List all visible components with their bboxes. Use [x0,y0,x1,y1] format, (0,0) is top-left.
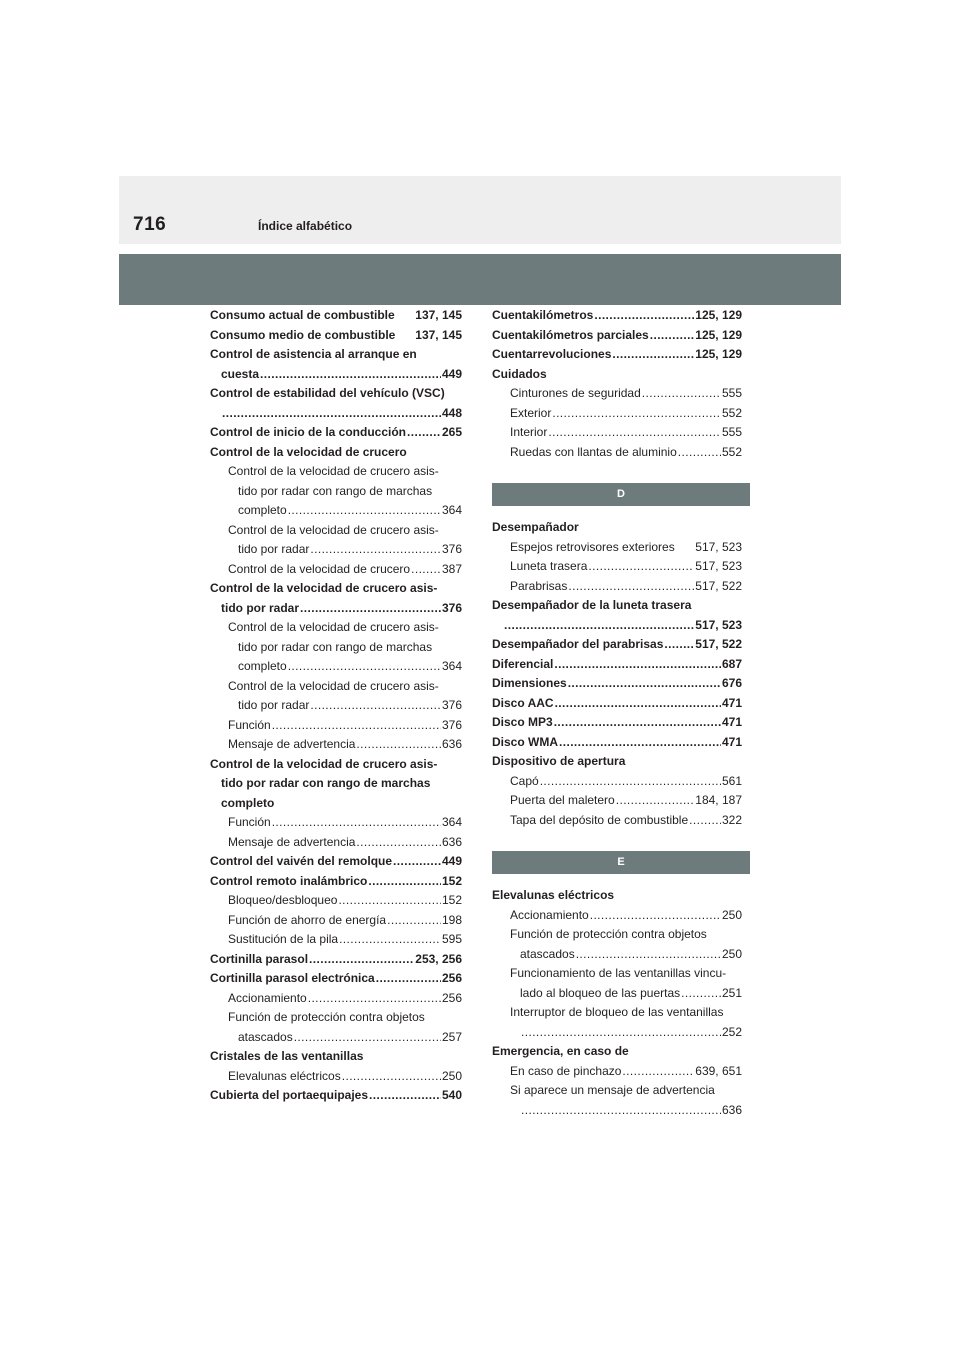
index-entry [210,969,462,989]
leader-dots [594,306,694,326]
index-entry [492,655,750,675]
leader-dots [650,326,695,346]
leader-dots [376,969,441,989]
index-entry: Emergencia, en caso de [492,1044,629,1058]
index-entry: Control de la velocidad de crucero asis- [210,756,438,771]
leader-dots [555,694,721,714]
leader-dots [521,1023,721,1043]
leader-dots [521,1101,721,1121]
page-reference: 636 [721,1102,742,1117]
leader-dots [338,891,441,911]
entry-text: completo [238,503,287,517]
index-subentry [492,945,750,965]
leader-dots [294,1028,441,1048]
entry-text: Cortinilla parasol electrónica [210,971,375,985]
index-subentry [210,716,462,736]
page-reference: 250 [721,946,742,961]
page-reference: 376 [441,542,462,556]
index-subentry [492,906,750,926]
index-subentry [492,984,750,1004]
entry-text: cuesta [221,366,260,381]
entry-text: lado al bloqueo de las puertas [520,985,681,1000]
index-entry [210,404,462,424]
entry-text: tido por radar [221,600,300,615]
leader-dots [356,735,441,755]
leader-dots [590,906,721,926]
entry-text: Elevalunas eléctricos [228,1068,341,1083]
index-subentry [210,540,462,560]
entry-text: Disco MP3 [492,715,553,729]
index-subentry: Función de protección contra objetos [510,927,707,941]
page-reference: 555 [721,386,742,400]
entry-text: Control remoto inalámbrico [210,873,368,888]
page-reference: 595 [441,932,462,946]
index-subentry [492,811,750,831]
index-entry [492,694,750,714]
leader-dots [554,655,721,675]
page-header [119,176,841,244]
index-entry [210,950,462,970]
page-reference: 540 [441,1088,462,1102]
header-title: Índice alfabético [258,219,353,233]
index-entry [492,616,750,636]
index-subentry [210,501,462,521]
leader-dots [308,989,441,1009]
page-reference: 152 [441,873,462,888]
leader-dots [339,930,441,950]
page-reference: 137, 145 [415,308,462,322]
index-subentry [492,1023,750,1043]
section-header: D [492,483,750,506]
entry-text: Consumo actual de combustible [210,308,395,322]
index-subentry [492,1062,750,1082]
entry-text: Cuentarrevoluciones [492,347,612,361]
leader-dots [540,772,721,792]
page-reference: 125, 129 [695,327,742,342]
index-entry: Control de la velocidad de crucero [210,444,407,459]
index-entry [210,852,462,872]
index-subentry [210,911,462,931]
header-band [119,254,841,305]
index-subentry [492,404,750,424]
page-reference: 676 [721,676,742,690]
entry-text: Espejos retrovisores exteriores [510,539,675,554]
page-reference: 449 [441,854,462,868]
entry-text: Disco AAC [492,695,554,710]
index-entry [492,326,750,346]
page-reference: 517, 522 [695,637,742,651]
leader-dots [559,733,721,753]
index-subentry [492,443,750,463]
index-subentry [210,1067,462,1087]
entry-text: Desempañador del parabrisas [492,637,664,651]
leader-dots [576,945,721,965]
leader-dots [222,404,441,424]
index-subentry: Control de la velocidad de crucero asis- [228,678,439,693]
page-reference: 125, 129 [695,347,742,361]
leader-dots [689,811,721,831]
index-subentry [492,538,750,558]
leader-dots [681,984,721,1004]
index-entry [492,345,750,365]
entry-text: Accionamiento [510,907,589,922]
page-reference: 471 [721,695,742,710]
entry-text: Diferencial [492,656,554,671]
entry-text: Exterior [510,405,552,420]
entry-text: Función de ahorro de energía [228,912,387,927]
leader-dots [616,791,695,811]
index-subentry: Funcionamiento de las ventanillas vincu- [510,966,727,980]
index-subentry [492,1101,750,1121]
index-entry [210,365,462,385]
leader-dots [288,657,441,677]
leader-dots [368,872,441,892]
index-subentry: Función de protección contra objetos [228,1010,425,1024]
index-entry: Elevalunas eléctricos [492,888,615,902]
page-reference: 561 [721,773,742,788]
index-subentry [210,930,462,950]
leader-dots [664,635,694,655]
index-subentry: Si aparece un mensaje de advertencia [510,1083,715,1097]
page-reference: 376 [441,698,462,712]
entry-text: Control de la velocidad de crucero [228,561,411,576]
page-reference: 250 [721,907,742,922]
page-reference: 253, 256 [415,951,462,966]
leader-dots [568,674,721,694]
index-entry [492,733,750,753]
page-reference: 517, 523 [695,539,742,554]
index-entry [210,423,462,443]
entry-text: Interior [510,425,548,439]
index-entry [210,326,462,346]
index-entry [210,599,462,619]
entry-text: Tapa del depósito de combustible [510,812,689,827]
leader-dots [300,599,441,619]
leader-dots [310,696,441,716]
entry-text: tido por radar [238,542,310,556]
entry-text: Función [228,717,271,732]
entry-text: Cubierta del portaequipajes [210,1088,369,1102]
entry-text: Cuentakilómetros parciales [492,327,649,342]
index-entry: Control de asistencia al arranque en [210,347,417,361]
entry-text: Bloqueo/desbloqueo [228,893,338,907]
entry-text: tido por radar [238,698,310,712]
index-subentry: Interruptor de bloqueo de las ventanillas [510,1005,724,1019]
index-subentry [210,657,462,677]
leader-dots [288,501,441,521]
index-entry [492,674,750,694]
page-reference: 256 [441,971,462,985]
index-column-left [210,306,462,1106]
index-column-right [492,306,750,1120]
entry-text: Consumo medio de combustible [210,327,396,342]
index-entry: Cuidados [492,366,547,381]
leader-dots [504,616,694,636]
page-reference: 364 [441,815,462,829]
entry-text: Parabrisas [510,578,568,593]
entry-text: Cortinilla parasol [210,951,309,966]
leader-dots [272,813,441,833]
page-reference: 376 [441,717,462,732]
page-reference: 256 [441,990,462,1005]
leader-dots [356,833,441,853]
page-reference: 198 [441,912,462,927]
page-reference: 152 [441,893,462,907]
index-subentry [492,772,750,792]
page-reference: 250 [441,1068,462,1083]
page-reference: 184, 187 [695,793,742,807]
index-subentry [210,1028,462,1048]
index-subentry [210,696,462,716]
index-subentry: Control de la velocidad de crucero asis- [228,620,439,634]
page-reference: 636 [441,737,462,751]
index-entry [492,306,750,326]
page-reference: 376 [441,600,462,615]
leader-dots [407,423,441,443]
page-reference: 364 [441,659,462,673]
page-reference: 517, 523 [695,617,742,632]
page-reference: 552 [721,405,742,420]
page-reference: 125, 129 [695,308,742,322]
index-entry [210,872,462,892]
index-subentry [492,791,750,811]
leader-dots [342,1067,441,1087]
page-reference: 265 [441,425,462,439]
page-reference: 639, 651 [695,1063,742,1078]
leader-dots [622,1062,694,1082]
page-reference: 364 [441,503,462,517]
index-subentry [210,833,462,853]
index-entry [492,635,750,655]
index-subentry [492,577,750,597]
index-entry [210,1086,462,1106]
index-subentry [492,557,750,577]
page-number: 716 [133,214,167,235]
index-subentry: Control de la velocidad de crucero asis- [228,522,439,537]
entry-text: Capó [510,773,539,788]
section-header: E [492,851,750,874]
page-reference: 449 [441,366,462,381]
page-reference: 517, 522 [695,578,742,593]
entry-text: atascados [238,1029,293,1044]
page-reference: 552 [721,444,742,459]
page-reference: 251 [721,985,742,1000]
leader-dots [272,716,441,736]
index-subentry [210,891,462,911]
index-entry: Desempañador [492,520,579,534]
entry-text: Dimensiones [492,676,567,690]
entry-text: Mensaje de advertencia [228,834,356,849]
entry-text: Control de inicio de la conducción [210,425,407,439]
leader-dots [393,852,441,872]
index-subentry [492,423,750,443]
index-subentry [210,813,462,833]
index-entry: Desempañador de la luneta trasera [492,598,692,612]
leader-dots [411,560,441,580]
page-reference: 687 [721,656,742,671]
leader-dots [642,384,721,404]
leader-dots [568,577,694,597]
index-subentry [210,735,462,755]
leader-dots [612,345,694,365]
index-entry: Dispositivo de apertura [492,754,626,768]
index-entry [492,713,750,733]
index-entry: Cristales de las ventanillas [210,1049,364,1063]
index-entry: Control de estabilidad del vehículo (VSC) [210,386,445,400]
entry-text: En caso de pinchazo [510,1063,622,1078]
leader-dots [554,713,721,733]
entry-text: Ruedas con llantas de aluminio [510,444,677,459]
page-reference: 448 [441,405,462,420]
entry-text: Luneta trasera [510,559,588,573]
entry-text: Disco WMA [492,734,558,749]
entry-text: Puerta del maletero [510,793,615,807]
index-entry: tido por radar con rango de marchas [221,776,431,790]
leader-dots [548,423,721,443]
entry-text: Control del vaivén del remolque [210,854,393,868]
page-reference: 257 [441,1029,462,1044]
entry-text: completo [238,659,287,673]
index-entry [210,306,462,326]
index-subentry [210,560,462,580]
page-reference: 387 [441,561,462,576]
page-reference: 555 [721,425,742,439]
leader-dots [552,404,721,424]
leader-dots [588,557,694,577]
entry-text: Cuentakilómetros [492,308,594,322]
entry-text: atascados [520,946,575,961]
leader-dots [387,911,441,931]
index-subentry [492,384,750,404]
entry-text: Mensaje de advertencia [228,737,356,751]
entry-text: Función [228,815,271,829]
leader-dots [678,443,721,463]
leader-dots [310,540,441,560]
leader-dots [309,950,414,970]
index-subentry [210,989,462,1009]
page-reference: 471 [721,734,742,749]
index-subentry: tido por radar con rango de marchas [238,639,433,654]
page-reference: 322 [721,812,742,827]
page-reference: 517, 523 [695,559,742,573]
index-entry: Control de la velocidad de crucero asis- [210,581,438,595]
page-reference: 252 [721,1024,742,1039]
index-entry: completo [221,795,275,810]
entry-text: Cinturones de seguridad [510,386,641,400]
entry-text: Accionamiento [228,990,307,1005]
index-subentry: Control de la velocidad de crucero asis- [228,464,439,478]
entry-text: Sustitución de la pila [228,932,339,946]
leader-dots [260,365,441,385]
page-reference: 471 [721,715,742,729]
page-reference: 636 [441,834,462,849]
leader-dots [369,1086,441,1106]
page-reference: 137, 145 [415,327,462,342]
index-subentry: tido por radar con rango de marchas [238,483,433,498]
